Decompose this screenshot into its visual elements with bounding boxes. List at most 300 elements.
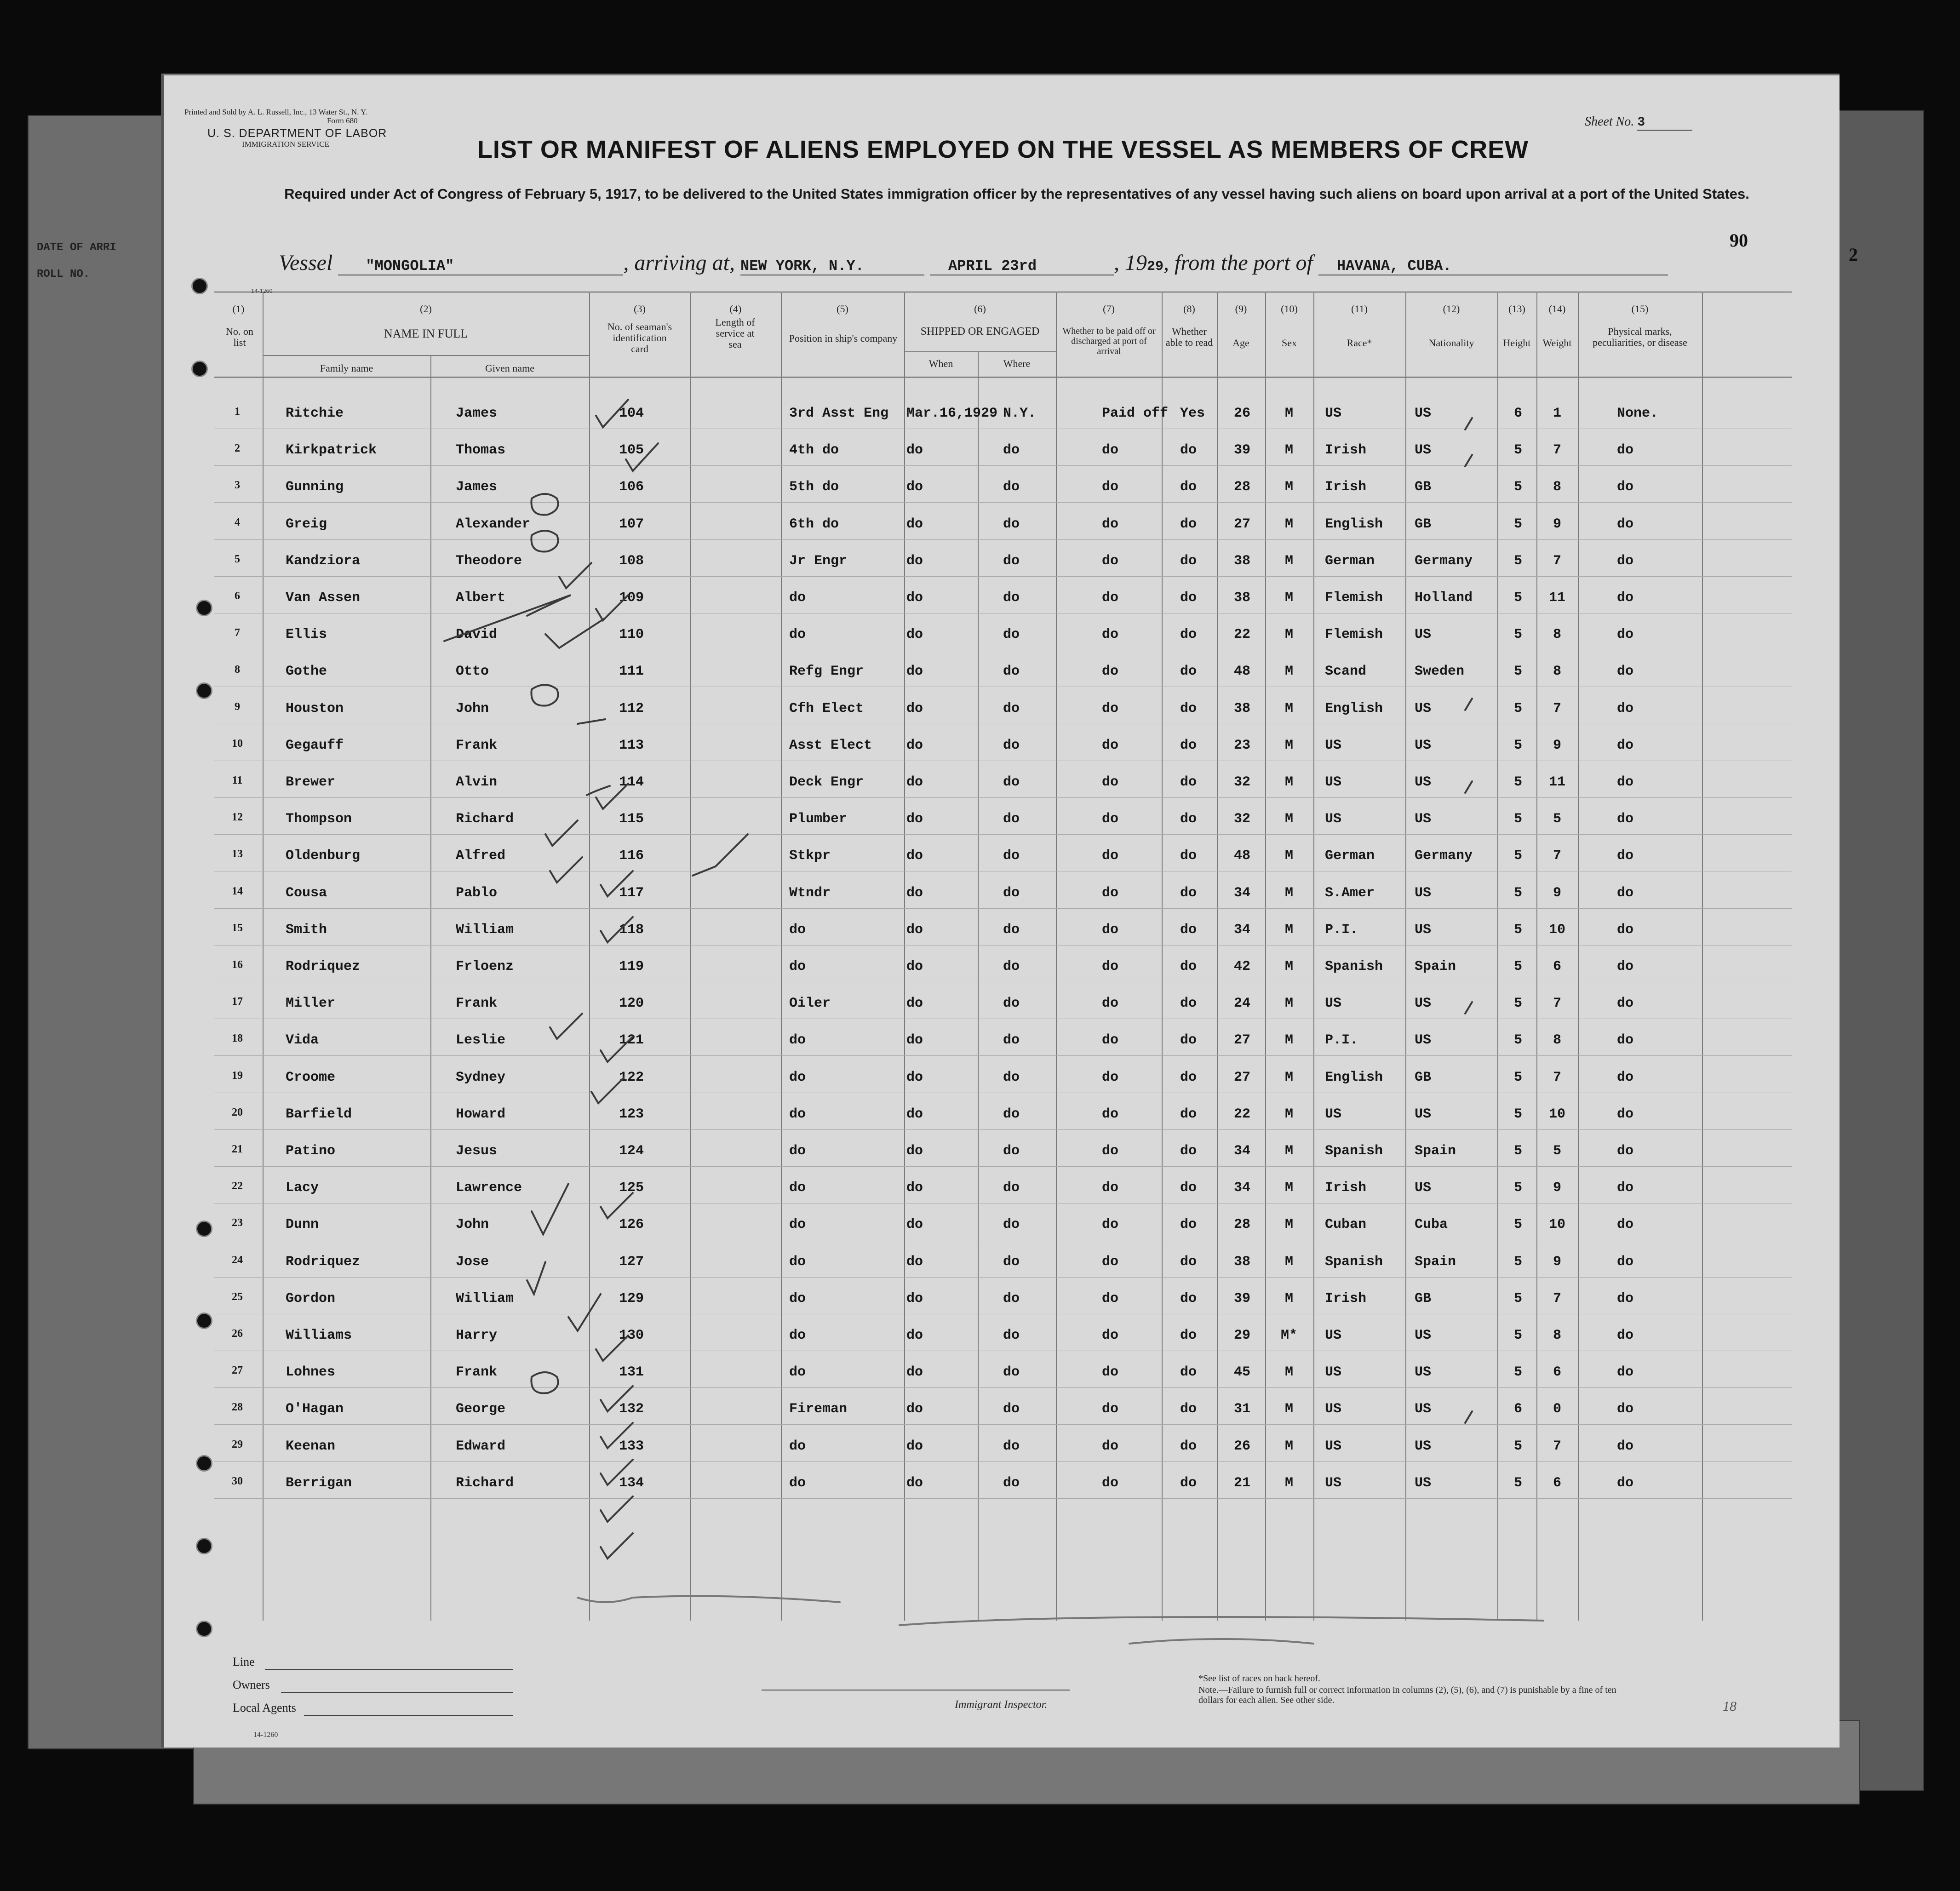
cell-weight: 1 <box>1553 406 1561 421</box>
cell-age: 34 <box>1233 1143 1250 1159</box>
cell-where: do <box>1003 627 1020 643</box>
cell-given: James <box>456 406 498 421</box>
cell-sex: M <box>1284 1143 1293 1159</box>
cell-family: Lohnes <box>286 1364 336 1381</box>
cell-position: do <box>789 1143 806 1159</box>
cell-where: do <box>1003 700 1020 716</box>
cell-height: 5 <box>1513 848 1522 864</box>
year-prefix: , 19 <box>1113 251 1147 275</box>
footer-owners-label <box>233 1678 270 1692</box>
cell-paid: do <box>1102 1180 1119 1196</box>
cell-where: do <box>1003 885 1020 901</box>
cell-given: James <box>456 479 498 495</box>
cell-where: do <box>1003 1290 1020 1307</box>
stamp-line-1: DATE OF ARRI <box>37 241 116 254</box>
col-1-num: (1) <box>232 303 245 315</box>
col-4-label: Length of service at sea <box>715 316 755 350</box>
cell-weight: 9 <box>1553 885 1561 901</box>
cell-when: do <box>906 479 923 495</box>
cell-marks: None. <box>1617 406 1659 421</box>
cell-nationality: Sweden <box>1415 664 1465 680</box>
col-3-num: (3) <box>634 303 646 315</box>
cell-race: Irish <box>1325 479 1367 495</box>
cell-marks: do <box>1617 1364 1634 1381</box>
cell-sex: M <box>1284 516 1293 532</box>
cell-race: US <box>1325 406 1342 421</box>
cell-nationality: US <box>1415 996 1432 1012</box>
col-13-label: Height <box>1503 337 1531 349</box>
col-1-label: No. on list <box>226 326 253 348</box>
cell-family: Oldenburg <box>286 848 361 864</box>
cell-nationality: US <box>1415 1401 1432 1417</box>
cell-sex: M <box>1284 811 1293 827</box>
cell-card: 120 <box>619 996 644 1012</box>
cell-weight: 6 <box>1553 959 1561 974</box>
cell-read: do <box>1180 737 1197 753</box>
cell-paid: do <box>1102 996 1119 1012</box>
cell-race: German <box>1325 848 1375 864</box>
cell-when: do <box>906 1401 923 1417</box>
cell-paid: do <box>1102 774 1119 790</box>
cell-card: 127 <box>619 1254 644 1270</box>
department: U. S. DEPARTMENT OF LABOR <box>207 127 387 140</box>
cell-given: Howard <box>456 1106 506 1122</box>
cell-card: 109 <box>619 590 644 606</box>
col-9-label: Age <box>1232 337 1249 349</box>
cell-age: 29 <box>1233 1328 1250 1343</box>
cell-weight: 11 <box>1548 774 1565 790</box>
cell-card: 116 <box>619 848 644 864</box>
cell-read: do <box>1180 479 1197 495</box>
cell-nationality: US <box>1415 737 1432 753</box>
cell-marks: do <box>1617 590 1634 606</box>
cell-card: 108 <box>619 553 644 569</box>
cell-nationality: US <box>1415 442 1432 458</box>
cell-age: 38 <box>1233 590 1250 606</box>
cell-age: 45 <box>1233 1364 1250 1381</box>
col-7-num: (7) <box>1103 303 1115 315</box>
cell-race: P.I. <box>1325 1032 1358 1049</box>
cell-where: do <box>1003 1438 1020 1454</box>
cell-read: do <box>1180 1475 1197 1491</box>
cell-age: 34 <box>1233 922 1250 938</box>
cell-paid: do <box>1102 1069 1119 1085</box>
cell-age: 38 <box>1233 553 1250 569</box>
cell-height: 5 <box>1513 774 1522 790</box>
cell-weight: 8 <box>1553 479 1561 495</box>
cell-position: do <box>789 1290 806 1307</box>
col-2-label: NAME IN FULL <box>384 327 468 340</box>
footer-agents-rule <box>304 1715 513 1716</box>
cell-read: do <box>1180 959 1197 974</box>
cell-height: 5 <box>1513 996 1522 1012</box>
cell-marks: do <box>1617 553 1634 569</box>
cell-where: do <box>1003 1106 1020 1122</box>
page-title: LIST OR MANIFEST OF ALIENS EMPLOYED ON THE VESSEL AS MEMBERS OF CREW <box>477 136 1529 163</box>
cell-race: Spanish <box>1325 1254 1383 1270</box>
cell-race: US <box>1325 1401 1342 1417</box>
cell-given: George <box>456 1401 506 1417</box>
cell-family: Kirkpatrick <box>286 442 377 458</box>
cell-when: do <box>906 811 923 827</box>
cell-weight: 8 <box>1553 627 1561 643</box>
cell-when: do <box>906 516 923 532</box>
cell-age: 34 <box>1233 885 1250 901</box>
cell-read: do <box>1180 1401 1197 1417</box>
cell-sex: M <box>1284 996 1293 1012</box>
cell-card: 110 <box>619 627 644 643</box>
col-6-where: Where <box>1003 358 1031 369</box>
cell-race: German <box>1325 553 1375 569</box>
service: IMMIGRATION SERVICE <box>242 140 329 149</box>
col-2-given: Given name <box>485 362 534 374</box>
cell-read: do <box>1180 1254 1197 1270</box>
cell-sex: M <box>1284 959 1293 974</box>
cell-no: 20 <box>232 1106 243 1118</box>
cell-nationality: US <box>1415 1328 1432 1343</box>
cell-paid: do <box>1102 959 1119 974</box>
cell-sex: M <box>1284 1401 1293 1417</box>
cell-height: 5 <box>1513 922 1522 938</box>
cell-no: 10 <box>232 737 243 750</box>
cell-age: 42 <box>1233 959 1250 974</box>
cell-read: do <box>1180 664 1197 680</box>
cell-when: do <box>906 1106 923 1122</box>
cell-age: 21 <box>1233 1475 1250 1491</box>
cell-family: Gunning <box>286 479 344 495</box>
cell-race: Spanish <box>1325 959 1383 974</box>
cell-sex: M <box>1284 922 1293 938</box>
cell-when: do <box>906 1180 923 1196</box>
cell-age: 27 <box>1233 516 1250 532</box>
stamp-line-2: ROLL NO. <box>37 268 90 281</box>
cell-weight: 9 <box>1553 737 1561 753</box>
cell-weight: 9 <box>1553 516 1561 532</box>
cell-race: US <box>1325 737 1342 753</box>
col-2-family: Family name <box>320 362 373 374</box>
cell-height: 5 <box>1513 737 1522 753</box>
cell-read: Yes <box>1180 406 1205 421</box>
cell-position: Oiler <box>789 996 831 1012</box>
cell-no: 25 <box>232 1290 243 1303</box>
cell-read: do <box>1180 442 1197 458</box>
vessel-label: Vessel <box>279 251 333 275</box>
cell-family: Miller <box>286 996 336 1012</box>
cell-age: 32 <box>1233 811 1250 827</box>
cell-when: do <box>906 737 923 753</box>
cell-card: 105 <box>619 442 644 458</box>
cell-paid: do <box>1102 553 1119 569</box>
cell-where: do <box>1003 848 1020 864</box>
cell-where: do <box>1003 1475 1020 1491</box>
cell-weight: 9 <box>1553 1254 1561 1270</box>
cell-marks: do <box>1617 1290 1634 1307</box>
edge-number-2: 2 <box>1849 244 1858 265</box>
cell-weight: 7 <box>1553 848 1561 864</box>
cell-paid: Paid off <box>1102 406 1169 421</box>
cell-given: John <box>456 1217 489 1233</box>
cell-no: 30 <box>232 1475 243 1487</box>
cell-family: Williams <box>286 1328 352 1343</box>
handwritten-marks <box>164 75 1842 1749</box>
cell-sex: M <box>1284 1475 1293 1491</box>
cell-paid: do <box>1102 1254 1119 1270</box>
cell-height: 5 <box>1513 1328 1522 1343</box>
cell-position: Stkpr <box>789 848 831 864</box>
cell-given: Frloenz <box>456 959 514 974</box>
cell-marks: do <box>1617 1254 1634 1270</box>
col-7-label: Whether to be paid off or discharged at port of arrival <box>1062 326 1156 356</box>
cell-where: do <box>1003 664 1020 680</box>
cell-race: Flemish <box>1325 590 1383 606</box>
cell-paid: do <box>1102 922 1119 938</box>
cell-race: Spanish <box>1325 1143 1383 1159</box>
cell-where: do <box>1003 442 1020 458</box>
cell-marks: do <box>1617 996 1634 1012</box>
cell-sex: M <box>1284 479 1293 495</box>
cell-paid: do <box>1102 885 1119 901</box>
cell-when: do <box>906 1290 923 1307</box>
cell-sex: M <box>1284 1364 1293 1381</box>
cell-sex: M <box>1284 700 1293 716</box>
cell-marks: do <box>1617 774 1634 790</box>
cell-family: Thompson <box>286 811 352 827</box>
cell-age: 38 <box>1233 700 1250 716</box>
cell-height: 5 <box>1513 811 1522 827</box>
cell-race: Cuban <box>1325 1217 1367 1233</box>
cell-family: Ellis <box>286 627 327 643</box>
cell-read: do <box>1180 1364 1197 1381</box>
cell-card: 104 <box>619 406 644 421</box>
cell-when: do <box>906 590 923 606</box>
footer-line-label <box>233 1655 255 1669</box>
cell-weight: 10 <box>1548 1106 1565 1122</box>
col-5-label: Position in ship's company <box>789 332 898 344</box>
cell-card: 134 <box>619 1475 644 1491</box>
cell-where: do <box>1003 516 1020 532</box>
cell-no: 3 <box>235 479 240 492</box>
footer-owners-rule <box>281 1692 513 1693</box>
cell-read: do <box>1180 1106 1197 1122</box>
cell-position: do <box>789 1069 806 1085</box>
cell-where: do <box>1003 1032 1020 1049</box>
cell-given: Harry <box>456 1328 498 1343</box>
cell-height: 5 <box>1513 885 1522 901</box>
cell-sex: M <box>1284 1290 1293 1307</box>
cell-family: Houston <box>286 700 344 716</box>
cell-read: do <box>1180 885 1197 901</box>
cell-nationality: US <box>1415 627 1432 643</box>
cell-race: US <box>1325 1106 1342 1122</box>
cell-weight: 8 <box>1553 1032 1561 1049</box>
cell-position: do <box>789 627 806 643</box>
port: HAVANA, CUBA. <box>1318 258 1668 275</box>
cell-paid: do <box>1102 1475 1119 1491</box>
cell-age: 34 <box>1233 1180 1250 1196</box>
cell-sex: M <box>1284 664 1293 680</box>
cell-given: Albert <box>456 590 506 606</box>
cell-position: Wtndr <box>789 885 831 901</box>
cell-no: 19 <box>232 1069 243 1082</box>
cell-position: Asst Elect <box>789 737 872 753</box>
cell-weight: 7 <box>1553 442 1561 458</box>
cell-height: 5 <box>1513 1254 1522 1270</box>
cell-where: do <box>1003 590 1020 606</box>
cell-paid: do <box>1102 848 1119 864</box>
cell-position: Cfh Elect <box>789 700 864 716</box>
cell-position: 4th do <box>789 442 839 458</box>
cell-no: 5 <box>235 553 240 565</box>
cell-no: 27 <box>232 1364 243 1377</box>
col-6-when: When <box>928 358 953 369</box>
col-15-num: (15) <box>1631 303 1649 315</box>
cell-race: Irish <box>1325 1290 1367 1307</box>
cell-sex: M <box>1284 737 1293 753</box>
cell-paid: do <box>1102 1106 1119 1122</box>
cell-position: Refg Engr <box>789 664 864 680</box>
cell-no: 24 <box>232 1254 243 1266</box>
cell-when: do <box>906 553 923 569</box>
cell-when: do <box>906 664 923 680</box>
cell-read: do <box>1180 996 1197 1012</box>
cell-race: S.Amer <box>1325 885 1375 901</box>
cell-paid: do <box>1102 516 1119 532</box>
cell-race: US <box>1325 774 1342 790</box>
cell-nationality: US <box>1415 1438 1432 1454</box>
cell-read: do <box>1180 848 1197 864</box>
cell-read: do <box>1180 1069 1197 1085</box>
cell-family: Vida <box>286 1032 319 1049</box>
cell-card: 131 <box>619 1364 644 1381</box>
cell-when: do <box>906 1032 923 1049</box>
cell-family: Gegauff <box>286 737 344 753</box>
cell-when: do <box>906 1143 923 1159</box>
cell-when: do <box>906 1328 923 1343</box>
cell-sex: M* <box>1280 1328 1297 1343</box>
cell-paid: do <box>1102 627 1119 643</box>
cell-height: 5 <box>1513 479 1522 495</box>
col-6-num: (6) <box>974 303 986 315</box>
cell-race: US <box>1325 1364 1342 1381</box>
cell-weight: 6 <box>1553 1475 1561 1491</box>
cell-height: 5 <box>1513 1180 1522 1196</box>
cell-card: 122 <box>619 1069 644 1085</box>
cell-race: English <box>1325 700 1383 716</box>
cell-nationality: US <box>1415 1475 1432 1491</box>
cell-height: 5 <box>1513 1143 1522 1159</box>
cell-marks: do <box>1617 737 1634 753</box>
cell-marks: do <box>1617 1069 1634 1085</box>
cell-position: do <box>789 1438 806 1454</box>
cell-height: 5 <box>1513 442 1522 458</box>
cell-no: 6 <box>235 590 240 602</box>
col-13-num: (13) <box>1508 303 1525 315</box>
cell-no: 15 <box>232 922 243 934</box>
col-6-label: SHIPPED OR ENGAGED <box>920 326 1040 338</box>
footer-line-rule <box>265 1669 513 1670</box>
cell-sex: M <box>1284 1069 1293 1085</box>
cell-given: William <box>456 922 514 938</box>
cell-weight: 7 <box>1553 1069 1561 1085</box>
cell-given: Jose <box>456 1254 489 1270</box>
cell-card: 132 <box>619 1401 644 1417</box>
inspector-label: Immigrant Inspector. <box>955 1699 1048 1711</box>
cell-read: do <box>1180 627 1197 643</box>
col-10-label: Sex <box>1282 337 1297 349</box>
cell-height: 5 <box>1513 700 1522 716</box>
cell-family: Kandziora <box>286 553 361 569</box>
cell-marks: do <box>1617 1143 1634 1159</box>
cell-given: Richard <box>456 811 514 827</box>
cell-weight: 0 <box>1553 1401 1561 1417</box>
cell-read: do <box>1180 811 1197 827</box>
cell-where: do <box>1003 1217 1020 1233</box>
cell-age: 48 <box>1233 848 1250 864</box>
cell-when: do <box>906 996 923 1012</box>
cell-card: 113 <box>619 737 644 753</box>
cell-position: 5th do <box>789 479 839 495</box>
cell-height: 5 <box>1513 1290 1522 1307</box>
cell-nationality: US <box>1415 1364 1432 1381</box>
cell-no: 4 <box>235 516 240 528</box>
cell-age: 27 <box>1233 1032 1250 1049</box>
cell-race: US <box>1325 1475 1342 1491</box>
cell-height: 6 <box>1513 1401 1522 1417</box>
page-mark: 18 <box>1723 1699 1736 1714</box>
cell-family: Gordon <box>286 1290 336 1307</box>
cell-family: Berrigan <box>286 1475 352 1491</box>
col-4-num: (4) <box>729 303 742 315</box>
cell-given: Theodore <box>456 553 522 569</box>
cell-paid: do <box>1102 1401 1119 1417</box>
cell-nationality: US <box>1415 922 1432 938</box>
cell-read: do <box>1180 700 1197 716</box>
cell-position: do <box>789 1032 806 1049</box>
cell-sex: M <box>1284 406 1293 421</box>
cell-marks: do <box>1617 442 1634 458</box>
cell-height: 6 <box>1513 406 1522 421</box>
cell-height: 5 <box>1513 1032 1522 1049</box>
cell-given: Otto <box>456 664 489 680</box>
cell-nationality: US <box>1415 1106 1432 1122</box>
cell-nationality: US <box>1415 1032 1432 1049</box>
cell-family: Ritchie <box>286 406 344 421</box>
cell-age: 22 <box>1233 1106 1250 1122</box>
cell-family: Rodriquez <box>286 959 361 974</box>
cell-nationality: GB <box>1415 516 1432 532</box>
cell-where: do <box>1003 1143 1020 1159</box>
cell-weight: 7 <box>1553 1438 1561 1454</box>
cell-weight: 8 <box>1553 1328 1561 1343</box>
cell-no: 8 <box>235 664 240 676</box>
cell-family: Barfield <box>286 1106 352 1122</box>
cell-card: 115 <box>619 811 644 827</box>
cell-read: do <box>1180 590 1197 606</box>
footer-agents-label <box>233 1701 296 1715</box>
cell-no: 16 <box>232 959 243 971</box>
cell-no: 23 <box>232 1217 243 1229</box>
cell-when: do <box>906 1069 923 1085</box>
cell-where: N.Y. <box>1003 406 1037 421</box>
cell-sex: M <box>1284 1032 1293 1049</box>
cell-given: Frank <box>456 737 498 753</box>
vessel-name: "MONGOLIA" <box>338 258 623 275</box>
cell-sex: M <box>1284 590 1293 606</box>
cell-position: 6th do <box>789 516 839 532</box>
cell-no: 14 <box>232 885 243 897</box>
cell-no: 7 <box>235 627 240 639</box>
cell-no: 18 <box>232 1032 243 1045</box>
